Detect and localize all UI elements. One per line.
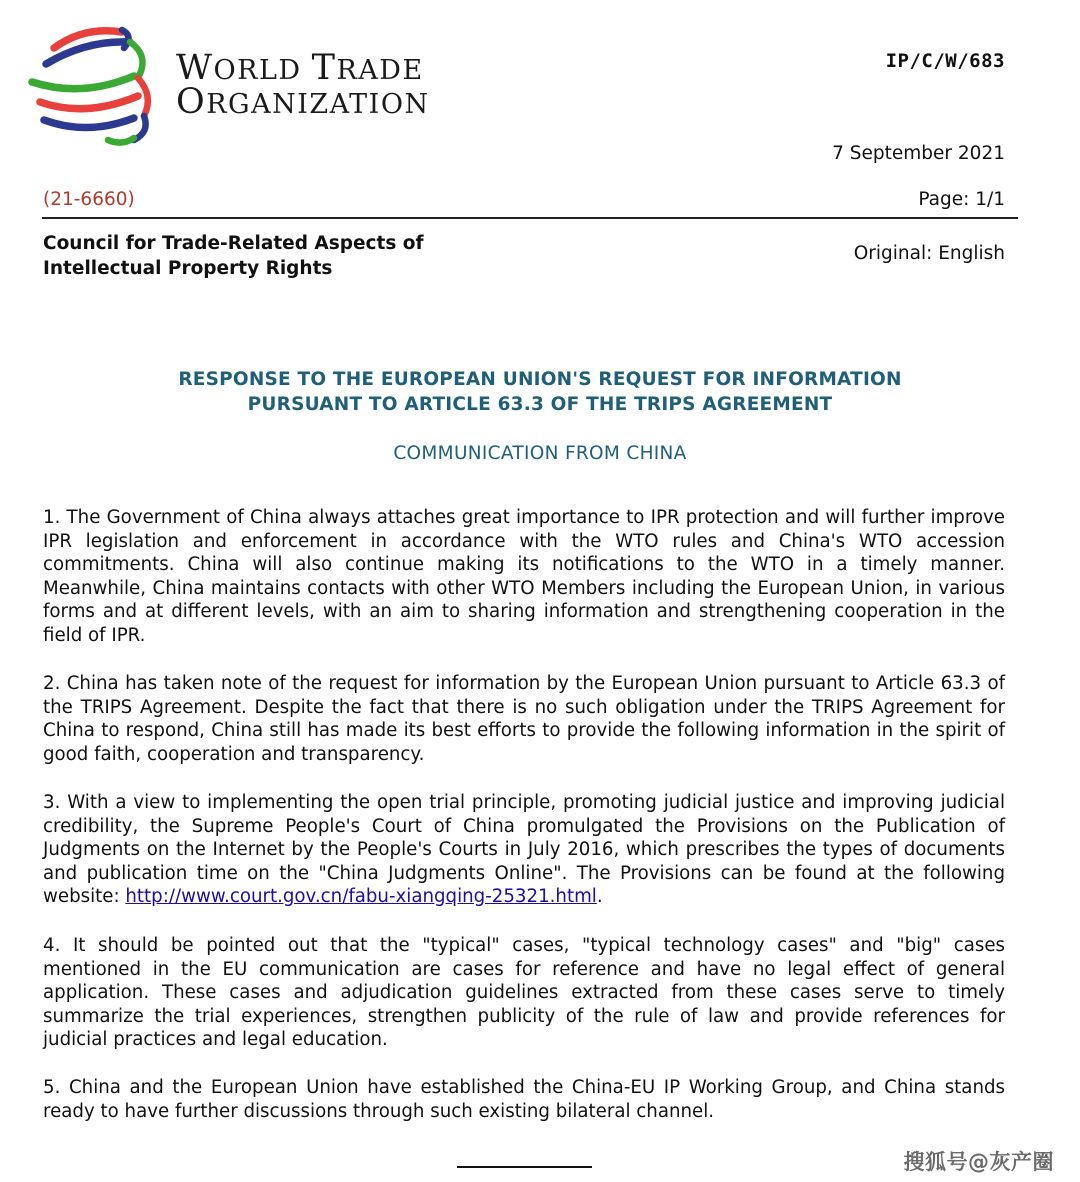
- header-divider: [42, 217, 1018, 219]
- watermark: 搜狐号@灰产圈: [903, 1150, 1054, 1174]
- council-name: [43, 231, 424, 281]
- paragraph-5: 5. China and the European Union have established the China-EU IP Working Group, and China stands ready to have further discussions through such existing bilateral channel.: [43, 1077, 1005, 1122]
- wto-logo-icon: [26, 22, 162, 148]
- paragraph-3-text: 3. With a view to implementing the open trial principle, promoting judicial justice and improving judicial credibility, the Supreme People's Court of China promulgated the Provisions on the Publication of Judgments on the Internet by the People's Courts in July 2016, which prescribes the types of documents and publication time on the "China Judgments Online". The Provisions can be found at the following website:: [43, 792, 1005, 907]
- paragraph-3-end: .: [596, 886, 603, 907]
- page-indicator: Page: 1/1: [918, 189, 1005, 210]
- paragraph-1: 1. The Government of China always attaches great importance to IPR protection and will further improve IPR legislation and enforcement in accordance with the WTO rules and China's WTO accession commitments. China will also continue making its notifications to the WTO in a timely manner. Meanwhile, China maintains contacts with other WTO Members including the European Union, in various forms and at different levels, with an aim to sharing information and strengthening cooperation in the field of IPR.: [43, 507, 1005, 646]
- document-reference: (21-6660): [43, 189, 135, 210]
- paragraph-2: 2. China has taken note of the request for information by the European Union pursuant to Article 63.3 of the TRIPS Agreement. Despite the fact that there is no such obligation under the TRIPS Agreement for China to respond, China still has made its best efforts to provide the following information in the spirit of good faith, cooperation and transparency.: [43, 673, 1005, 765]
- document-symbol: IP/C/W/683: [885, 50, 1005, 72]
- court-website-link[interactable]: http://www.court.gov.cn/fabu-xiangqing-25321.html: [125, 886, 597, 907]
- document-subtitle: COMMUNICATION FROM CHINA: [393, 443, 687, 464]
- council-name-line2: Intellectual Property Rights: [43, 258, 333, 279]
- paragraph-3: [43, 791, 1005, 909]
- document-title-line1: RESPONSE TO THE EUROPEAN UNION'S REQUEST FOR INFORMATION: [178, 369, 902, 390]
- organization-name-line1: WORLD TRADE: [176, 48, 424, 88]
- paragraph-4: 4. It should be pointed out that the "typical" cases, "typical technology cases" and "big" cases mentioned in the EU communication are cases for reference and have no legal effect of general application. These cases and adjudication guidelines extracted from these cases serve to timely summarize the trial experiences, strengthen publicity of the rule of law and provide references for judicial practices and legal education.: [43, 935, 1005, 1050]
- end-divider: [457, 1166, 592, 1168]
- document-title-line2: PURSUANT TO ARTICLE 63.3 OF THE TRIPS AGREEMENT: [247, 394, 833, 415]
- document-date: 7 September 2021: [832, 143, 1005, 164]
- original-language: Original: English: [853, 243, 1005, 264]
- organization-name-line2: ORGANIZATION: [176, 82, 430, 122]
- document-title: [0, 367, 1080, 417]
- council-name-line1: Council for Trade-Related Aspects of: [43, 233, 424, 254]
